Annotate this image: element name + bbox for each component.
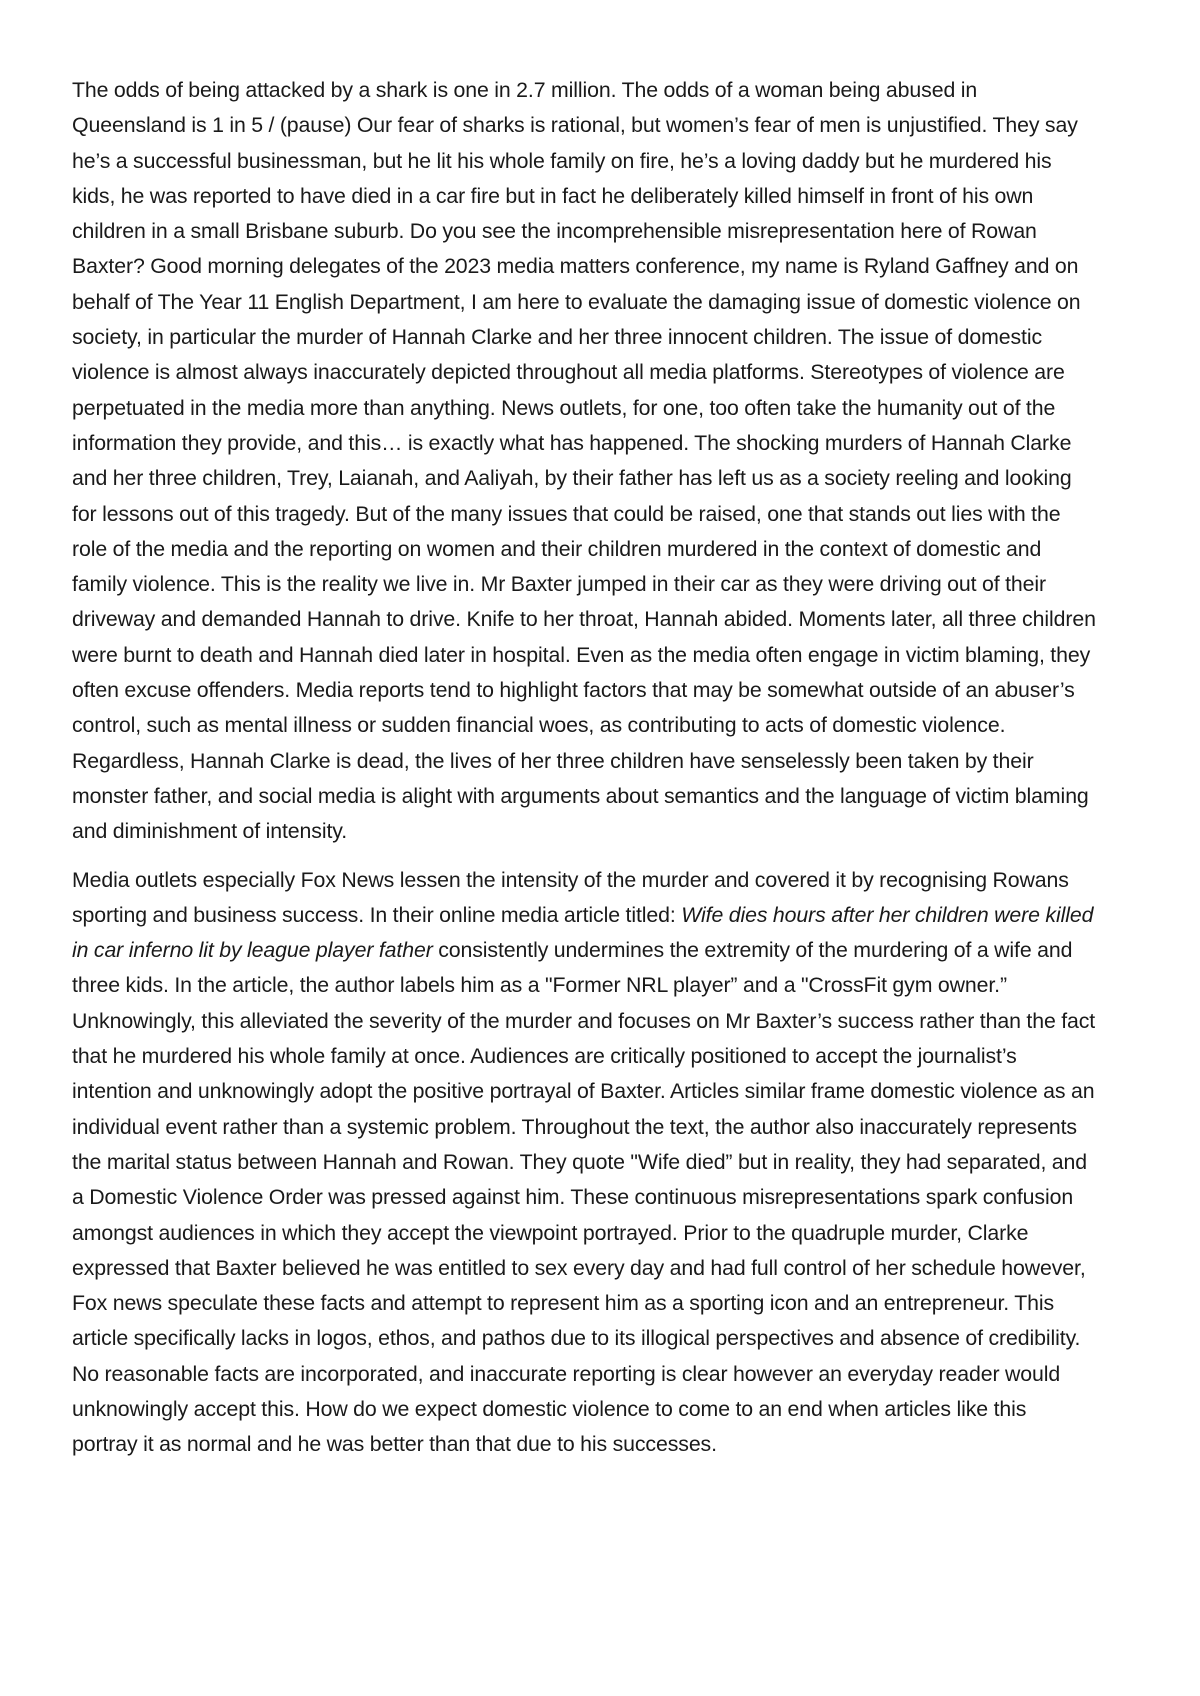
article-title: Wife dies hours after her children were killed in car inferno lit by league player father [72,902,1094,963]
paragraph-text-after-title: consistently undermines the extremity of the murdering of a wife and three kids. In the article, the author labels him as a "Former NRL player” and a "CrossFit gym owner.” Unknowingly, this alleviated the severity of the murder and focuses on Mr Baxter’s success rather than the fact that he murdered his whole family at once. Audiences are critically positioned to accept the journalist’s intention and unknowingly adopt the positive portrayal of Baxter. Articles similar frame domestic violence as an individual event rather than a systemic problem. Throughout the text, the author also inaccurately represents the marital status between Hannah and Rowan. They quote "Wife died” but in reality, they had separated, and a Domestic Violence Order was pressed against him. These continuous misrepresentations spark confusion amongst audiences in which they accept the viewpoint portrayed. Prior to the quadruple murder, Clarke expressed that Baxter believed he was entitled to sex every day and had full control of her schedule however, Fox news speculate these facts and attempt to represent him as a sporting icon and an entrepreneur. This article specifically lacks in logos, ethos, and pathos due to its illogical perspectives and absence of credibility. No reasonable facts are incorporated, and inaccurate reporting is clear however an everyday reader would unknowingly accept this. How do we expect domestic violence to come to an end when articles like this portray it as normal and he was better than that due to his successes. [72,938,1096,1457]
paragraph-text-before-title: Media outlets especially Fox News lessen the intensity of the murder and covered it by recognising Rowans sporting and business success. In their online media article titled: [72,867,1069,927]
paragraph-introduction: The odds of being attacked by a shark is one in 2.7 million. The odds of a woman being abused in Queensland is 1 in 5 / (pause) Our fear of sharks is rational, but women’s fear of men is unjustified. They say he’s a successful businessman, but he lit his whole family on fire, he’s a loving daddy but he murdered his kids, he was reported to have died in a car fire but in fact he deliberately killed himself in front of his own children in a small Brisbane suburb. Do you see the incomprehensible misrepresentation here of Rowan Baxter? Good morning delegates of the 2023 media matters conference, my name is Ryland Gaffney and on behalf of The Year 11 English Department, I am here to evaluate the damaging issue of domestic violence on society, in particular the murder of Hannah Clarke and her three innocent children. The issue of domestic violence is almost always inaccurately depicted throughout all media platforms. Stereotypes of violence are perpetuated in the media more than anything. News outlets, for one, too often take the humanity out of the information they provide, and this… is exactly what has happened. The shocking murders of Hannah Clarke and her three children, Trey, Laianah, and Aaliyah, by their father has left us as a society reeling and looking for lessons out of this tragedy. But of the many issues that could be raised, one that stands out lies with the role of the media and the reporting on women and their children murdered in the context of domestic and family violence. This is the reality we live in. Mr Baxter jumped in their car as they were driving out of their driveway and demanded Hannah to drive. Knife to her throat, Hannah abided. Moments later, all three children were burnt to death and Hannah died later in hospital. Even as the media often engage in victim blaming, they often excuse offenders. Media reports tend to highlight factors that may be somewhat outside of an abuser’s control, such as mental illness or sudden financial woes, as contributing to acts of domestic violence. Regardless, Hannah Clarke is dead, the lives of her three children have senselessly been taken by their monster father, and social media is alight with arguments about semantics and the language of victim blaming and diminishment of intensity. [72,78,1096,844]
paragraph-media-analysis [72,863,1096,1463]
